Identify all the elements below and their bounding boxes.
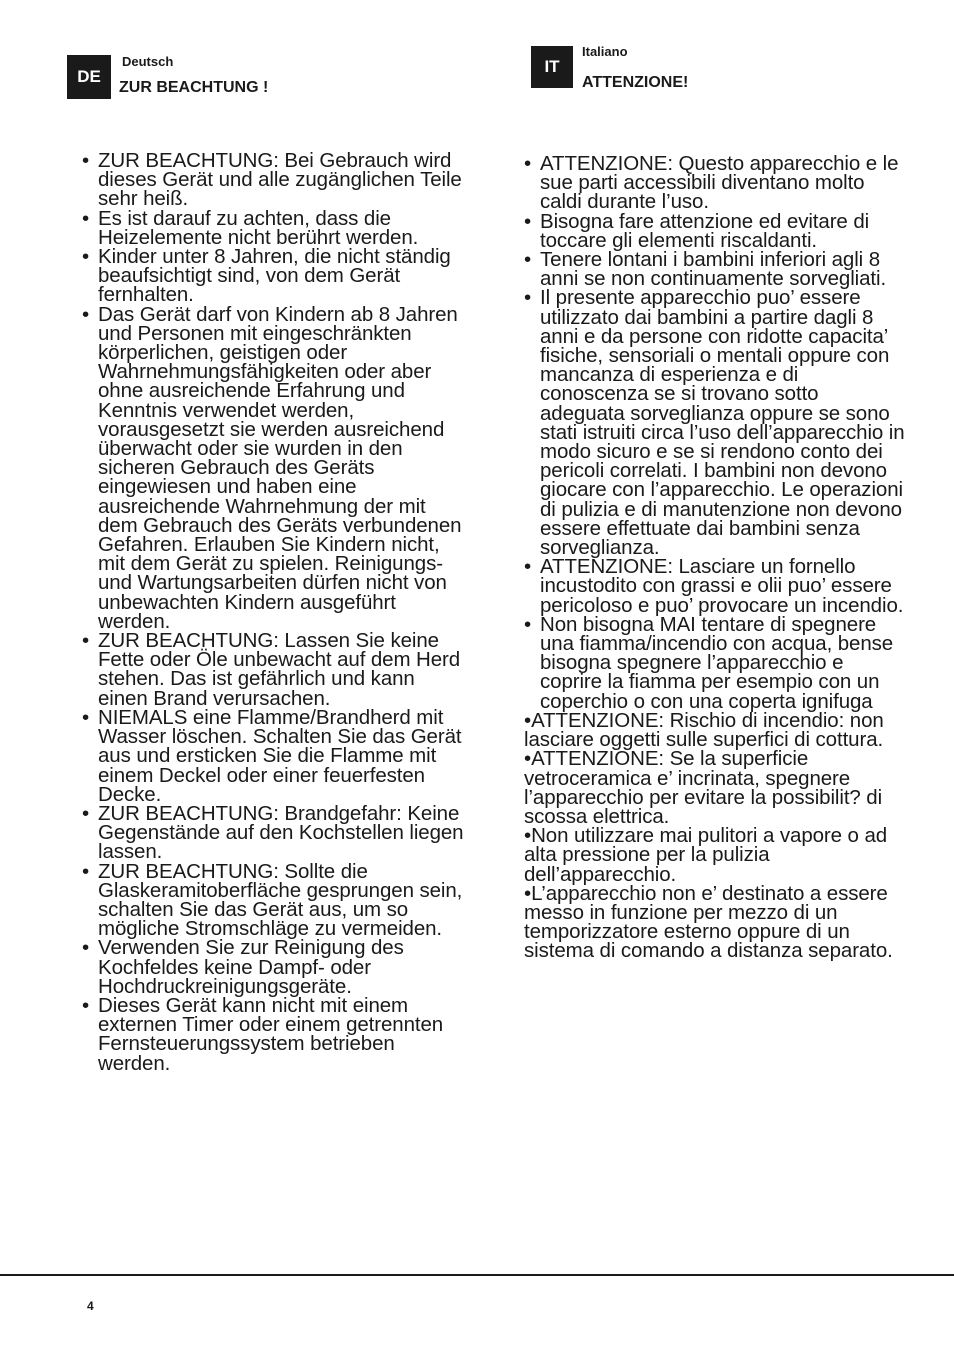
it-warning-item: • ATTENZIONE: Questo apparecchio e le sue parti accessibili diventano molto caldi durante l’uso. (524, 154, 908, 212)
de-warning-item: • ZUR BEACHTUNG: Lassen Sie keine Fette oder Öle unbewacht auf dem Herd stehen. Das ist gefährlich und kann einen Brand verursachen. (82, 631, 466, 708)
it-warning-item: • Bisogna fare attenzione ed evitare di toccare gli elementi riscaldanti. (524, 212, 908, 250)
de-warning-item: • Dieses Gerät kann nicht mit einem externen Timer oder einem getrennten Fernsteuerungssystem betrieben werden. (82, 996, 466, 1073)
it-warning-item: • Non bisogna MAI tentare di spegnere una fiamma/incendio con acqua, bense bisogna spegnere l’apparecchio e coprire la fiamma per esempio con un coperchio o con una coperta ignifuga (524, 615, 908, 711)
de-warning-item: • Verwenden Sie zur Reinigung des Kochfeldes keine Dampf- oder Hochdruckreinigungsgeräte. (82, 938, 466, 996)
de-warning-item: • ZUR BEACHTUNG: Brandgefahr: Keine Gegenstände auf den Kochstellen liegen lassen. (82, 804, 466, 862)
de-warning-item: • Es ist darauf zu achten, dass die Heizelemente nicht berührt werden. (82, 209, 466, 247)
de-warning-list (82, 151, 466, 1073)
footer-divider (0, 1274, 954, 1276)
it-warning-item: •Non utilizzare mai pulitori a vapore o ad alta pressione per la pulizia dell’apparecchio. (524, 824, 888, 886)
de-section-heading: ZUR BEACHTUNG ! (119, 79, 269, 96)
it-warning-item: •ATTENZIONE: Rischio di incendio: non lasciare oggetti sulle superfici di cottura. (524, 708, 884, 752)
it-warning-item: •L’apparecchio non e’ destinato a essere messo in funzione per mezzo di un temporizzatore esterno oppure di un sistema di comando a distanza separato. (524, 881, 893, 963)
de-warning-item: • ZUR BEACHTUNG: Sollte die Glaskeramitoberfläche gesprungen sein, schalten Sie das Gerät aus, um so mögliche Stromschläge zu vermeiden. (82, 862, 466, 939)
it-warning-item: • Il presente apparecchio puo’ essere utilizzato dai bambini a partire dagli 8 anni e da persone con ridotte capacita’ fisiche, sensoriali o mentali oppure con mancanza di esperienza e di conoscenza se si trovano sotto adeguata sorveglianza oppure se sono stati istruiti circa l’uso dell’apparecchio in modo sicuro e se si rendono conto dei pericoli correlati. I bambini non devono giocare con l’apparecchio. Le operazioni di pulizia e di manutenzione non devono essere effettuate dai bambini senza sorveglianza. (524, 288, 908, 557)
it-warning-item: • ATTENZIONE: Lasciare un fornello incustodito con grassi e olii puo’ essere pericoloso e puo’ provocare un incendio. (524, 557, 908, 615)
it-language-label: Italiano (582, 44, 628, 59)
de-language-badge: DE (67, 55, 111, 99)
de-warning-item: • ZUR BEACHTUNG: Bei Gebrauch wird dieses Gerät und alle zugänglichen Teile sehr heiß. (82, 151, 466, 209)
de-warning-item: • Das Gerät darf von Kindern ab 8 Jahren und Personen mit eingeschränkten körperlichen, geistigen oder Wahrnehmungsfähigkeiten oder aber ohne ausreichende Erfahrung und Kenntnis verwendet werden, vorausgesetzt sie werden ausreichend überwacht oder sie wurden in den sicheren Gebrauch des Geräts eingewiesen und haben eine ausreichende Wahrnehmung der mit dem Gebrauch des Geräts verbundenen Gefahren. Erlauben Sie Kindern nicht, mit dem Gerät zu spielen. Reinigungs- und Wartungsarbeiten dürfen nicht von unbewachten Kindern ausgeführt werden. (82, 305, 466, 631)
it-warning-item: •ATTENZIONE: Se la superficie vetroceramica e’ incrinata, spegnere l’apparecchio per evitare la possibilit? di scossa elettrica. (524, 747, 883, 828)
de-language-label: Deutsch (122, 54, 174, 69)
de-warning-item: • Kinder unter 8 Jahren, die nicht ständig beaufsichtigt sind, von dem Gerät fernhalten. (82, 247, 466, 305)
it-language-badge: IT (531, 46, 573, 88)
it-warning-item: • Tenere lontani i bambini inferiori agli 8 anni se non continuamente sorvegliati. (524, 250, 908, 288)
it-warning-list (524, 154, 908, 961)
page-number: 4 (87, 1299, 94, 1313)
it-section-heading: ATTENZIONE! (582, 74, 689, 91)
de-warning-item: • NIEMALS eine Flamme/Brandherd mit Wasser löschen. Schalten Sie das Gerät aus und ersticken Sie die Flamme mit einem Deckel oder einer feuerfesten Decke. (82, 708, 466, 804)
